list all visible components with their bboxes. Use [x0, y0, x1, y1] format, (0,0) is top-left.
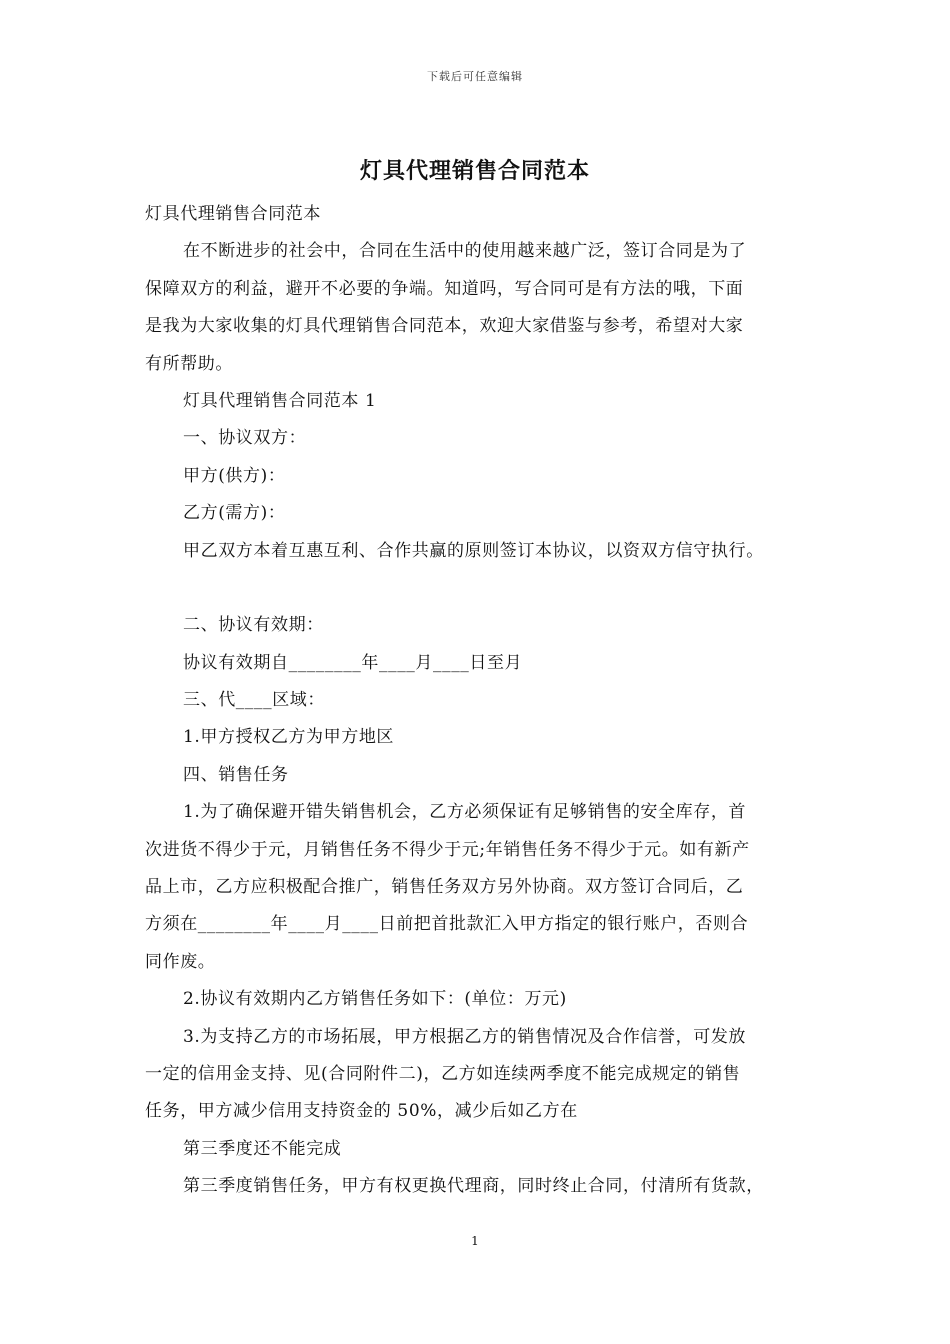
body-line: 1.为了确保避开错失销售机会，乙方必须保证有足够销售的安全库存，首	[183, 802, 747, 823]
body-line: 第三季度还不能完成	[183, 1138, 342, 1159]
document-title: 灯具代理销售合同范本	[359, 158, 590, 184]
section-heading: 二、协议有效期：	[183, 615, 324, 636]
body-line: 有所帮助。	[145, 353, 233, 374]
body-line: 甲乙双方本着互惠互利、合作共赢的原则签订本协议，以资双方信守执行。	[183, 540, 764, 561]
body-line: 3.为支持乙方的市场拓展，甲方根据乙方的销售情况及合作信誉，可发放	[183, 1026, 747, 1047]
body-line: 一定的信用金支持、见(合同附件二)，乙方如连续两季度不能完成规定的销售	[145, 1063, 741, 1084]
body-line: 方须在________年____月____日前把首批款汇入甲方指定的银行账户，否则合	[145, 914, 749, 935]
section-heading: 三、代____区域：	[183, 690, 325, 711]
body-line: 在不断进步的社会中，合同在生活中的使用越来越广泛，签订合同是为了	[183, 241, 747, 262]
body-line: 保障双方的利益，避开不必要的争端。知道吗，写合同可是有方法的哦，下面	[145, 278, 744, 299]
page-number: 1	[471, 1234, 479, 1248]
body-line: 1.甲方授权乙方为甲方地区	[183, 727, 395, 748]
body-line: 是我为大家收集的灯具代理销售合同范本，欢迎大家借鉴与参考，希望对大家	[145, 316, 744, 337]
document-body	[145, 196, 810, 1206]
section-heading: 四、销售任务	[183, 764, 289, 785]
body-line: 甲方(供方)：	[183, 465, 286, 486]
body-line: 同作废。	[145, 951, 216, 972]
body-line: 品上市，乙方应积极配合推广，销售任务双方另外协商。双方签订合同后，乙	[145, 877, 744, 898]
header-note: 下载后可任意编辑	[427, 70, 523, 83]
blank-line	[145, 570, 810, 607]
body-line: 灯具代理销售合同范本 1	[183, 390, 377, 411]
body-line: 灯具代理销售合同范本	[145, 204, 321, 224]
body-line: 第三季度销售任务，甲方有权更换代理商，同时终止合同，付清所有货款，	[183, 1176, 764, 1197]
body-line: 乙方(需方)：	[183, 503, 286, 524]
section-heading: 一、协议双方：	[183, 428, 307, 449]
body-line: 协议有效期自________年____月____日至月	[183, 652, 523, 673]
body-line: 次进货不得少于元，月销售任务不得少于元;年销售任务不得少于元。如有新产	[145, 839, 750, 860]
body-line: 2.协议有效期内乙方销售任务如下：(单位：万元)	[183, 989, 567, 1010]
body-line: 任务，甲方减少信用支持资金的 50%，减少后如乙方在	[145, 1101, 578, 1122]
